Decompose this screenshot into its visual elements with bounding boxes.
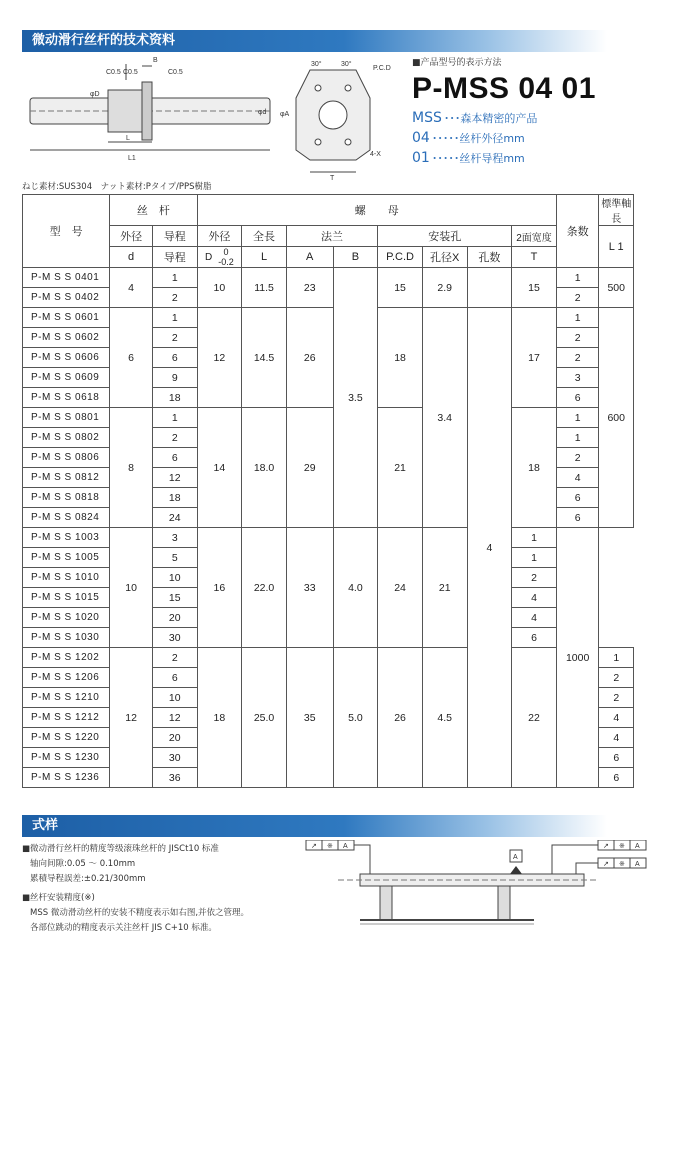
- tol-value: ※: [327, 843, 333, 850]
- model-cell: P-M S S 0618: [23, 388, 110, 408]
- col-width-header: 2面宽度: [512, 226, 557, 247]
- runout-diagram: [298, 840, 688, 950]
- model-cell: P-M S S 1202: [23, 648, 110, 668]
- lead-cell: 18: [152, 388, 197, 408]
- code-line: [412, 130, 682, 146]
- sub-D-label: D: [205, 251, 213, 263]
- spec-line: 累積导程誤差:±0.21/300mm: [30, 874, 146, 884]
- pcd-cell: 18: [378, 308, 423, 408]
- code-title: P-MSS 04 01: [412, 72, 596, 105]
- section-banner-tech: 微动滑行丝杆的技术资料: [22, 30, 607, 52]
- width-t-cell: 17: [512, 308, 557, 408]
- code-line: [412, 150, 682, 166]
- nut-od-cell: 18: [197, 648, 242, 788]
- starts-cell: 4: [556, 468, 599, 488]
- sub-count: 孔数: [467, 247, 512, 268]
- starts-cell: 4: [512, 608, 557, 628]
- model-cell: P-M S S 0818: [23, 488, 110, 508]
- model-code-legend: [412, 55, 682, 166]
- model-cell: P-M S S 0812: [23, 468, 110, 488]
- nut-length-cell: 22.0: [242, 528, 287, 648]
- flange-b-cell: 4.0: [333, 528, 378, 648]
- starts-cell: 6: [556, 488, 599, 508]
- spec-line: ■丝杆安装精度(※): [22, 893, 95, 903]
- lead-cell: 6: [152, 668, 197, 688]
- starts-cell: 6: [556, 508, 599, 528]
- model-cell: P-M S S 1220: [23, 728, 110, 748]
- label-phi-a: φA: [280, 111, 290, 118]
- starts-cell: 2: [556, 348, 599, 368]
- hole-dia-cell: 4.5: [422, 648, 467, 788]
- starts-cell: 4: [599, 708, 634, 728]
- model-cell: P-M S S 0402: [23, 288, 110, 308]
- screw-od-cell: 12: [110, 648, 153, 788]
- screw-od-cell: 6: [110, 308, 153, 408]
- col-starts-header: 条数: [556, 195, 599, 268]
- lead-cell: 36: [152, 768, 197, 788]
- label-phi-d2: φd: [258, 109, 267, 116]
- starts-cell: 2: [556, 328, 599, 348]
- nut-length-cell: 11.5: [242, 268, 287, 308]
- nut-od-cell: 14: [197, 408, 242, 528]
- model-cell: P-M S S 1236: [23, 768, 110, 788]
- label-c05: C0.5: [123, 69, 138, 76]
- label-phi-d: φD: [90, 91, 100, 98]
- model-cell: P-M S S 1020: [23, 608, 110, 628]
- hole-count-cell: 4: [467, 308, 512, 788]
- flange-a-cell: 26: [286, 308, 333, 408]
- spec-line: MSS 微动滑动丝杆的安装不精度表示如右图,并依之管理。: [30, 908, 250, 918]
- lead-cell: 6: [152, 348, 197, 368]
- screw-od-cell: 8: [110, 408, 153, 528]
- col-nut-od-header: 外径: [197, 226, 242, 247]
- model-cell: P-M S S 1003: [23, 528, 110, 548]
- sub-lead: 导程: [152, 247, 197, 268]
- starts-cell: 4: [512, 588, 557, 608]
- table-row: [23, 308, 634, 328]
- code-desc: 森本精密的产品: [460, 112, 538, 125]
- col-hole-header: 安装孔: [378, 226, 512, 247]
- lead-cell: 2: [152, 328, 197, 348]
- tol-symbol: ↗: [311, 843, 317, 850]
- starts-cell: 3: [556, 368, 599, 388]
- pcd-cell: 15: [378, 268, 423, 308]
- pcd-cell: 21: [378, 408, 423, 528]
- starts-cell: 1: [512, 528, 557, 548]
- starts-cell: 2: [512, 568, 557, 588]
- label-30deg: 30°: [341, 61, 352, 68]
- lead-cell: 12: [152, 468, 197, 488]
- lead-cell: 12: [152, 708, 197, 728]
- nut-length-cell: 25.0: [242, 648, 287, 788]
- pcd-cell: 26: [378, 648, 423, 788]
- starts-cell: 6: [599, 768, 634, 788]
- tol-symbol: ↗: [603, 861, 609, 868]
- col-l1-header: L 1: [599, 226, 634, 268]
- hole-dia-cell: 2.9: [422, 268, 467, 308]
- model-cell: P-M S S 1206: [23, 668, 110, 688]
- sub-D: [197, 247, 242, 268]
- label-t: T: [330, 175, 335, 180]
- section-banner-spec: 式样: [22, 815, 607, 837]
- lead-cell: 30: [152, 628, 197, 648]
- sub-x: 孔径X: [422, 247, 467, 268]
- model-cell: P-M S S 1230: [23, 748, 110, 768]
- nut-length-cell: 18.0: [242, 408, 287, 528]
- sub-d: d: [110, 247, 153, 268]
- starts-cell: 1: [599, 648, 634, 668]
- model-cell: P-M S S 0802: [23, 428, 110, 448]
- flange-a-cell: 29: [286, 408, 333, 528]
- pcd-cell: 24: [378, 528, 423, 648]
- code-key: 01: [412, 150, 430, 166]
- lead-cell: 1: [152, 268, 197, 288]
- starts-cell: 1: [512, 548, 557, 568]
- col-screw-header: 丝 杆: [110, 195, 197, 226]
- tol-datum: A: [343, 843, 348, 850]
- label-30deg: 30°: [311, 61, 322, 68]
- nut-length-cell: 14.5: [242, 308, 287, 408]
- width-t-cell: 15: [512, 268, 557, 308]
- model-cell: P-M S S 0602: [23, 328, 110, 348]
- code-dots: ･････: [431, 152, 460, 165]
- sub-B: B: [333, 247, 378, 268]
- lead-cell: 10: [152, 568, 197, 588]
- model-cell: P-M S S 0601: [23, 308, 110, 328]
- code-key: 04: [412, 130, 430, 146]
- tol-bottom: -0.2: [218, 257, 234, 267]
- label-l1: L1: [128, 155, 136, 162]
- lead-cell: 15: [152, 588, 197, 608]
- std-length-cell: 1000: [556, 528, 599, 788]
- flange-a-cell: 35: [286, 648, 333, 788]
- tol-datum: A: [635, 843, 640, 850]
- sub-T: T: [512, 247, 557, 268]
- tol-top: 0: [223, 247, 229, 257]
- lead-cell: 18: [152, 488, 197, 508]
- lead-cell: 24: [152, 508, 197, 528]
- material-note: ねじ素材:SUS304 ナット素材:Pタイプ/PPS樹脂: [22, 182, 212, 192]
- width-t-cell: 18: [512, 408, 557, 528]
- code-line: [412, 110, 682, 126]
- label-b: B: [153, 57, 158, 64]
- model-cell: P-M S S 1005: [23, 548, 110, 568]
- flange-a-cell: 23: [286, 268, 333, 308]
- label-c05: C0.5: [106, 69, 121, 76]
- starts-cell: 6: [599, 748, 634, 768]
- lead-cell: 5: [152, 548, 197, 568]
- col-std-header: 標準軸長: [599, 195, 634, 226]
- tol-symbol: ↗: [603, 843, 609, 850]
- lead-cell: 2: [152, 648, 197, 668]
- model-cell: P-M S S 1212: [23, 708, 110, 728]
- code-key: MSS: [412, 110, 442, 126]
- starts-cell: 1: [556, 308, 599, 328]
- label-pcd: P.C.D: [373, 65, 391, 72]
- lead-cell: 3: [152, 528, 197, 548]
- table-row: [23, 268, 634, 288]
- code-dots: ･･･: [443, 112, 461, 125]
- nut-od-cell: 16: [197, 528, 242, 648]
- flange-a-cell: 33: [286, 528, 333, 648]
- tol-datum: A: [635, 861, 640, 868]
- lead-cell: 2: [152, 428, 197, 448]
- col-od-header: 外径: [110, 226, 153, 247]
- spec-line: ■微动滑行丝杆的精度等级滚珠丝杆的 JISCt10 标准: [22, 844, 219, 854]
- model-cell: P-M S S 1010: [23, 568, 110, 588]
- starts-cell: 6: [512, 628, 557, 648]
- starts-cell: 6: [556, 388, 599, 408]
- col-model-header: 型 号: [23, 195, 110, 268]
- lead-cell: 20: [152, 608, 197, 628]
- col-flange-header: 法兰: [286, 226, 377, 247]
- lead-cell: 30: [152, 748, 197, 768]
- code-desc: 丝杆外径mm: [459, 132, 525, 145]
- lead-cell: 1: [152, 308, 197, 328]
- flange-b-cell: 3.5: [333, 268, 378, 528]
- nut-od-cell: 12: [197, 308, 242, 408]
- tol-value: ※: [619, 861, 625, 868]
- width-t-cell: 22: [512, 648, 557, 788]
- col-nut-header: 螺 母: [197, 195, 556, 226]
- col-lead-header: 导程: [152, 226, 197, 247]
- starts-cell: 1: [556, 408, 599, 428]
- starts-cell: 2: [556, 448, 599, 468]
- starts-cell: 1: [556, 428, 599, 448]
- model-cell: P-M S S 1015: [23, 588, 110, 608]
- lead-cell: 6: [152, 448, 197, 468]
- nut-od-cell: 10: [197, 268, 242, 308]
- spec-line: 各部位跳动的精度表示关注丝杆 JIS C+10 标准。: [30, 923, 217, 933]
- screw-drawing: [18, 50, 408, 180]
- label-c05: C0.5: [168, 69, 183, 76]
- model-cell: P-M S S 1210: [23, 688, 110, 708]
- flange-b-cell: 5.0: [333, 648, 378, 788]
- model-cell: P-M S S 0606: [23, 348, 110, 368]
- screw-od-cell: 4: [110, 268, 153, 308]
- width-t-cell: 21: [422, 528, 467, 648]
- model-cell: P-M S S 1030: [23, 628, 110, 648]
- col-length-header: 全長: [242, 226, 287, 247]
- starts-cell: 2: [599, 688, 634, 708]
- std-length-cell: 600: [599, 308, 634, 528]
- model-cell: P-M S S 0806: [23, 448, 110, 468]
- starts-cell: 2: [556, 288, 599, 308]
- lead-cell: 2: [152, 288, 197, 308]
- lead-cell: 9: [152, 368, 197, 388]
- spec-line: 轴向间隙:0.05 ～ 0.10mm: [30, 859, 136, 869]
- spec-table: [22, 194, 634, 788]
- hole-count-cell: [467, 268, 512, 308]
- lead-cell: 1: [152, 408, 197, 428]
- label-l: L: [126, 135, 130, 142]
- datum-label: A: [513, 854, 518, 861]
- model-cell: P-M S S 0801: [23, 408, 110, 428]
- code-desc: 丝杆导程mm: [459, 152, 525, 165]
- spec-text: [22, 842, 249, 936]
- sub-L: L: [242, 247, 287, 268]
- starts-cell: 2: [599, 668, 634, 688]
- std-length-cell: 500: [599, 268, 634, 308]
- tol-value: ※: [619, 843, 625, 850]
- lead-cell: 20: [152, 728, 197, 748]
- table-row: [23, 408, 634, 428]
- starts-cell: 4: [599, 728, 634, 748]
- code-dots: ･････: [431, 132, 460, 145]
- model-cell: P-M S S 0401: [23, 268, 110, 288]
- starts-cell: 1: [556, 268, 599, 288]
- model-cell: P-M S S 0609: [23, 368, 110, 388]
- lead-cell: 10: [152, 688, 197, 708]
- hole-dia-cell: 3.4: [422, 308, 467, 528]
- table-row: [23, 648, 634, 668]
- table-row: [23, 528, 634, 548]
- model-cell: P-M S S 0824: [23, 508, 110, 528]
- sub-pcd: P.C.D: [378, 247, 423, 268]
- label-4x: 4-X: [370, 151, 381, 158]
- screw-od-cell: 10: [110, 528, 153, 648]
- code-caption: ■产品型号的表示方法: [412, 58, 502, 68]
- sub-A: A: [286, 247, 333, 268]
